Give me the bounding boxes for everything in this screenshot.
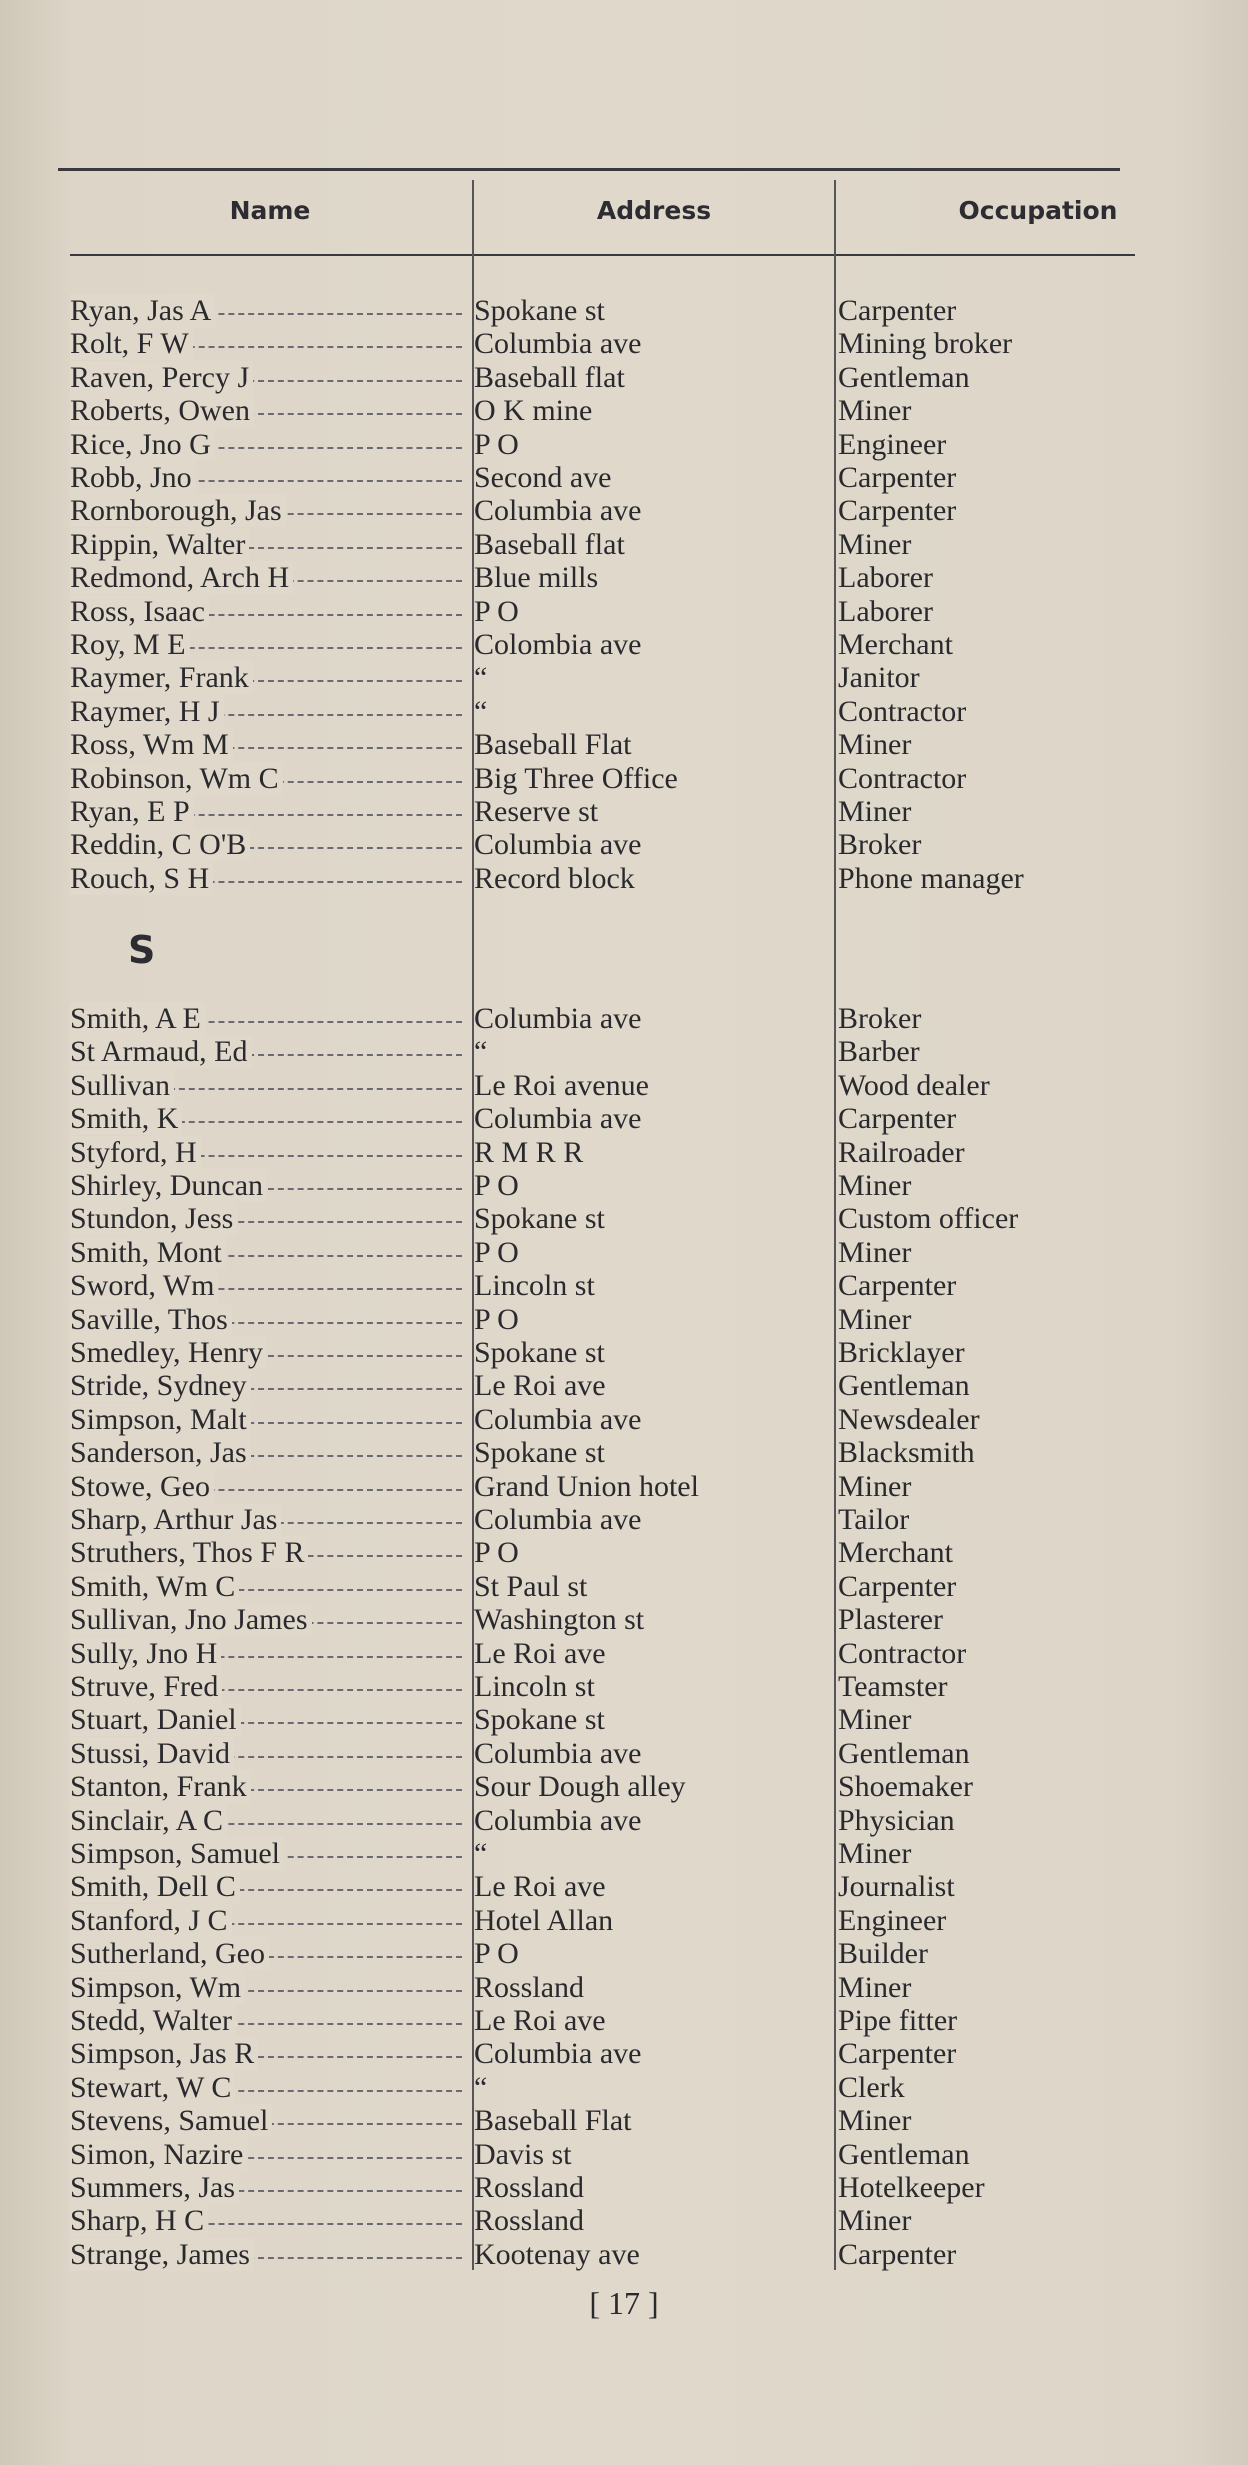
directory-row (0, 2037, 1248, 2070)
entry-occupation: Carpenter (838, 461, 957, 494)
directory-row (0, 762, 1248, 795)
entry-name-cell (70, 461, 470, 494)
entry-address: Columbia ave (474, 1402, 642, 1436)
entry-name: Struve, Fred (70, 1670, 222, 1703)
entry-name-cell (70, 1403, 470, 1436)
entry-occupation: Pipe fitter (838, 2004, 958, 2037)
entry-name-cell (70, 1837, 470, 1870)
entry-occupation: Miner (838, 728, 912, 762)
directory-row (0, 561, 1248, 594)
entry-occupation: Mining broker (838, 327, 1013, 361)
entry-occupation: Carpenter (838, 2037, 957, 2071)
entry-name: Shirley, Duncan (70, 1169, 267, 1202)
entry-name: Smith, Mont (70, 1236, 226, 1269)
entry-address: Grand Union hotel (474, 1469, 699, 1503)
entry-occupation: Miner (838, 1970, 912, 2004)
directory-row (0, 1169, 1248, 1202)
entry-name: Simon, Nazire (70, 2138, 247, 2171)
entry-occupation: Barber (838, 1035, 920, 1069)
entry-address: Davis st (474, 2137, 572, 2171)
directory-row (0, 795, 1248, 828)
directory-row (0, 1069, 1248, 1102)
entry-name: Ross, Isaac (70, 595, 209, 628)
directory-row (0, 1971, 1248, 2004)
directory-row (0, 1303, 1248, 1336)
entry-address: Le Roi ave (474, 1636, 606, 1670)
directory-row (0, 1136, 1248, 1169)
entry-occupation: Carpenter (838, 1569, 957, 1603)
entry-name-cell (70, 1703, 470, 1736)
entry-name-cell (70, 394, 470, 427)
entry-name: Rornborough, Jas (70, 494, 286, 527)
entry-name-cell (70, 1102, 470, 1135)
directory-row (0, 2004, 1248, 2037)
entry-address: Hotel Allan (474, 1903, 614, 1937)
entry-name-cell (70, 762, 470, 795)
entry-occupation: Miner (838, 1302, 912, 1336)
entry-name: Stedd, Walter (70, 2004, 236, 2037)
entry-name: Roberts, Owen (70, 394, 254, 427)
entry-name-cell (70, 1002, 470, 1035)
entry-name: Ryan, Jas A (70, 294, 215, 327)
entry-name: Stevens, Samuel (70, 2104, 272, 2137)
entry-name-cell (70, 1804, 470, 1837)
directory-row (0, 327, 1248, 360)
entry-name: Smedley, Henry (70, 1336, 267, 1369)
directory-row (0, 1269, 1248, 1302)
entry-address: “ (474, 661, 488, 695)
entry-address: Lincoln st (474, 1269, 595, 1303)
entry-address: Second ave (474, 461, 612, 494)
entry-address: P O (474, 1536, 519, 1570)
entry-name: Stowe, Geo (70, 1470, 214, 1503)
entry-address: Le Roi ave (474, 1369, 606, 1403)
entry-name: Smith, Wm C (70, 1570, 239, 1603)
entry-address: Rossland (474, 2171, 585, 2204)
directory-row (0, 695, 1248, 728)
directory-row (0, 1570, 1248, 1603)
entry-name: Simpson, Malt (70, 1403, 251, 1436)
directory-row (0, 2171, 1248, 2204)
entry-address: Columbia ave (474, 327, 642, 361)
entry-address: “ (474, 694, 488, 728)
entry-name: Styford, H (70, 1136, 201, 1169)
entry-name-cell (70, 1136, 470, 1169)
entry-occupation: Carpenter (838, 494, 957, 528)
entry-address: “ (474, 2070, 488, 2104)
entry-address: P O (474, 1169, 519, 1202)
entry-name-cell (70, 2171, 470, 2204)
entry-name-cell (70, 1904, 470, 1937)
entry-name-cell (70, 294, 470, 327)
entry-address: Spokane st (474, 1336, 605, 1369)
entry-occupation: Clerk (838, 2070, 905, 2104)
directory-row (0, 428, 1248, 461)
entry-name: Smith, Dell C (70, 1870, 240, 1903)
entry-occupation: Miner (838, 1469, 912, 1503)
directory-row (0, 862, 1248, 895)
entry-occupation: Carpenter (838, 2237, 957, 2271)
entry-name: Sharp, Arthur Jas (70, 1503, 281, 1536)
entry-name: Rouch, S H (70, 862, 213, 895)
entry-name: Ross, Wm M (70, 728, 233, 761)
entry-address: Spokane st (474, 294, 605, 327)
entry-address: “ (474, 1035, 488, 1069)
directory-row (0, 1503, 1248, 1536)
entry-address: Reserve st (474, 795, 599, 828)
entry-occupation: Teamster (838, 1670, 948, 1703)
entry-name-cell (70, 1770, 470, 1803)
entry-name: Sutherland, Geo (70, 1937, 269, 1970)
entry-address: Baseball flat (474, 527, 625, 561)
entry-name: Stundon, Jess (70, 1202, 237, 1235)
entry-name-cell (70, 2138, 470, 2171)
entry-address: Big Three Office (474, 761, 678, 795)
entry-name-cell (70, 1570, 470, 1603)
entry-address: Columbia ave (474, 1102, 642, 1136)
entry-occupation: Engineer (838, 1903, 947, 1937)
directory-row (0, 1770, 1248, 1803)
entry-occupation: Tailor (838, 1503, 910, 1536)
directory-row (0, 1336, 1248, 1369)
entry-name: Stanford, J C (70, 1904, 232, 1937)
entry-occupation: Builder (838, 1937, 928, 1971)
entry-name-cell (70, 2004, 470, 2037)
entry-address: Record block (474, 861, 635, 895)
entry-address: Spokane st (474, 1202, 605, 1236)
entry-occupation: Miner (838, 1837, 912, 1870)
entry-address: Columbia ave (474, 1002, 642, 1035)
entry-occupation: Carpenter (838, 294, 957, 327)
header-name: Name (229, 196, 311, 225)
entry-name-cell (70, 1035, 470, 1068)
entry-name-cell (70, 1536, 470, 1569)
entry-occupation: Custom officer (838, 1202, 1019, 1236)
entry-name: Rolt, F W (70, 327, 193, 360)
entry-name: Raymer, Frank (70, 661, 253, 694)
entry-occupation: Phone manager (838, 861, 1024, 895)
entry-name-cell (70, 695, 470, 728)
directory-row (0, 1436, 1248, 1469)
entry-occupation: Newsdealer (838, 1402, 980, 1436)
entry-occupation: Contractor (838, 1636, 967, 1670)
entry-name-cell (70, 361, 470, 394)
entry-name: Rippin, Walter (70, 528, 249, 561)
entry-occupation: Physician (838, 1803, 955, 1837)
entry-occupation: Merchant (838, 628, 953, 661)
entry-name: Robb, Jno (70, 461, 196, 494)
directory-row (0, 2071, 1248, 2104)
entry-occupation: Bricklayer (838, 1336, 965, 1369)
entry-address: P O (474, 594, 519, 628)
entry-address: P O (474, 1302, 519, 1336)
page-number: [ 17 ] (589, 2285, 659, 2321)
entry-occupation: Broker (838, 1002, 922, 1035)
entry-occupation: Blacksmith (838, 1436, 975, 1470)
directory-row (0, 494, 1248, 527)
entry-occupation: Contractor (838, 761, 967, 795)
entry-occupation: Miner (838, 1169, 912, 1202)
entry-occupation: Hotelkeeper (838, 2171, 985, 2204)
entry-name: Ryan, E P (70, 795, 194, 828)
entry-name: Raven, Percy J (70, 361, 253, 394)
entry-name: Reddin, C O'B (70, 828, 250, 861)
directory-row (0, 1002, 1248, 1035)
entry-occupation: Carpenter (838, 1269, 957, 1303)
entry-occupation: Miner (838, 2104, 912, 2138)
directory-row (0, 1703, 1248, 1736)
entry-name-cell (70, 494, 470, 527)
directory-row (0, 294, 1248, 327)
entry-name-cell (70, 1870, 470, 1903)
entry-address: Kootenay ave (474, 2237, 640, 2271)
entry-name: Sullivan (70, 1069, 174, 1102)
entry-name: Sullivan, Jno James (70, 1603, 312, 1636)
entry-address: O K mine (474, 394, 593, 428)
entry-name-cell (70, 1069, 470, 1102)
entry-address: Spokane st (474, 1703, 605, 1737)
entry-name-cell (70, 1503, 470, 1536)
directory-row (0, 1670, 1248, 1703)
entry-name-cell (70, 1369, 470, 1402)
entry-address: Columbia ave (474, 1503, 642, 1536)
entry-address: Le Roi avenue (474, 1068, 649, 1102)
entry-name-cell (70, 2071, 470, 2104)
entry-name-cell (70, 1971, 470, 2004)
directory-row (0, 1904, 1248, 1937)
directory-row (0, 1536, 1248, 1569)
directory-row (0, 2238, 1248, 2271)
entry-name-cell (70, 828, 470, 861)
directory-row (0, 1403, 1248, 1436)
entry-name: Sully, Jno H (70, 1637, 221, 1670)
entry-name-cell (70, 2204, 470, 2237)
entry-name-cell (70, 561, 470, 594)
entry-address: Rossland (474, 2204, 585, 2238)
entry-occupation: Gentleman (838, 1736, 970, 1770)
directory-row (0, 661, 1248, 694)
entry-address: Columbia ave (474, 494, 642, 528)
entry-occupation: Gentleman (838, 2137, 970, 2171)
directory-row (0, 1035, 1248, 1068)
directory-row (0, 394, 1248, 427)
entry-name: Sanderson, Jas (70, 1436, 251, 1469)
entry-address: P O (474, 1235, 519, 1269)
directory-row (0, 1870, 1248, 1903)
directory-row (0, 2204, 1248, 2237)
entry-name-cell (70, 1436, 470, 1469)
entry-name: Stuart, Daniel (70, 1703, 241, 1736)
entry-occupation: Gentleman (838, 360, 970, 394)
entry-address: Baseball Flat (474, 728, 632, 762)
entry-name-cell (70, 795, 470, 828)
entry-name-cell (70, 528, 470, 561)
directory-row (0, 828, 1248, 861)
entry-name: Roy, M E (70, 628, 190, 661)
directory-row (0, 2138, 1248, 2171)
entry-name: Sharp, H C (70, 2204, 208, 2237)
directory-row (0, 2104, 1248, 2137)
entry-name-cell (70, 1937, 470, 1970)
entry-name-cell (70, 595, 470, 628)
entry-name: Rice, Jno G (70, 428, 215, 461)
entry-address: R M R R (474, 1135, 584, 1169)
entry-address: Columbia ave (474, 2037, 642, 2071)
entry-name-cell (70, 1470, 470, 1503)
entry-occupation: Broker (838, 828, 922, 862)
entry-name-cell (70, 1336, 470, 1369)
directory-row (0, 1937, 1248, 1970)
entry-address: “ (474, 1837, 488, 1870)
entry-occupation: Laborer (838, 561, 933, 595)
directory-row (0, 1470, 1248, 1503)
section-letter-s: S (128, 928, 156, 972)
entry-name-cell (70, 1303, 470, 1336)
entry-name: Saville, Thos (70, 1303, 232, 1336)
entry-occupation: Plasterer (838, 1603, 943, 1637)
header-address: Address (596, 196, 712, 225)
entry-name: Redmond, Arch H (70, 561, 293, 594)
entry-occupation: Gentleman (838, 1369, 970, 1403)
entry-name-cell (70, 1236, 470, 1269)
entry-name: Strange, James (70, 2238, 254, 2271)
entry-name: Simpson, Jas R (70, 2037, 258, 2070)
entry-name-cell (70, 327, 470, 360)
directory-row (0, 595, 1248, 628)
entry-name: Simpson, Wm (70, 1971, 245, 2004)
entry-address: Washington st (474, 1603, 645, 1637)
entry-name-cell (70, 1637, 470, 1670)
entry-name-cell (70, 728, 470, 761)
entry-occupation: Miner (838, 2204, 912, 2238)
header-rule (70, 254, 1135, 256)
entry-occupation: Carpenter (838, 1102, 957, 1136)
entry-name: Sinclair, A C (70, 1804, 227, 1837)
top-rule (58, 168, 1120, 171)
entry-address: Le Roi ave (474, 2004, 606, 2037)
entry-name-cell (70, 2037, 470, 2070)
directory-row (0, 1369, 1248, 1402)
directory-row (0, 1102, 1248, 1135)
entry-address: Rossland (474, 1970, 585, 2004)
entry-name: Summers, Jas (70, 2171, 239, 2204)
entry-occupation: Miner (838, 527, 912, 561)
entry-name: Stanton, Frank (70, 1770, 251, 1803)
entry-address: St Paul st (474, 1569, 588, 1603)
directory-row (0, 728, 1248, 761)
entry-name: Stussi, David (70, 1737, 234, 1770)
entry-address: Le Roi ave (474, 1870, 606, 1904)
entry-address: Sour Dough alley (474, 1770, 686, 1804)
entry-occupation: Wood dealer (838, 1068, 990, 1102)
entry-address: Columbia ave (474, 1803, 642, 1837)
entry-address: Spokane st (474, 1436, 605, 1470)
directory-row (0, 461, 1248, 494)
directory-row (0, 1202, 1248, 1235)
entry-address: Lincoln st (474, 1670, 595, 1703)
directory-row (0, 361, 1248, 394)
entry-name: Struthers, Thos F R (70, 1536, 308, 1569)
directory-row (0, 628, 1248, 661)
entry-name-cell (70, 1670, 470, 1703)
entry-name-cell (70, 428, 470, 461)
directory-row (0, 528, 1248, 561)
entry-occupation: Miner (838, 1235, 912, 1269)
entry-occupation: Engineer (838, 427, 947, 461)
entry-address: P O (474, 1937, 519, 1971)
entry-name-cell (70, 628, 470, 661)
entry-name: Smith, K (70, 1102, 182, 1135)
entry-name-cell (70, 862, 470, 895)
entry-name-cell (70, 1169, 470, 1202)
directory-row (0, 1837, 1248, 1870)
entry-name: Robinson, Wm C (70, 762, 283, 795)
directory-row (0, 1236, 1248, 1269)
entry-address: Blue mills (474, 561, 599, 595)
entry-occupation: Contractor (838, 694, 967, 728)
entry-occupation: Shoemaker (838, 1770, 973, 1804)
entry-name: Smith, A E (70, 1002, 205, 1035)
directory-row (0, 1804, 1248, 1837)
entry-address: Columbia ave (474, 1736, 642, 1770)
entry-name: Stewart, W C (70, 2071, 235, 2104)
entry-occupation: Railroader (838, 1135, 965, 1169)
entry-name-cell (70, 1202, 470, 1235)
entry-name: Simpson, Samuel (70, 1837, 284, 1870)
entry-name-cell (70, 1603, 470, 1636)
entry-name-cell (70, 1737, 470, 1770)
entry-address: P O (474, 427, 519, 461)
entry-occupation: Miner (838, 795, 912, 828)
entry-address: Colombia ave (474, 628, 642, 661)
entry-name-cell (70, 1269, 470, 1302)
entry-address: Columbia ave (474, 828, 642, 862)
directory-row (0, 1637, 1248, 1670)
entry-name: St Armaud, Ed (70, 1035, 252, 1068)
entry-occupation: Miner (838, 1703, 912, 1737)
entry-address: Baseball flat (474, 360, 625, 394)
entry-occupation: Miner (838, 394, 912, 428)
entry-name-cell (70, 661, 470, 694)
entry-name-cell (70, 2104, 470, 2137)
entry-address: Baseball Flat (474, 2104, 632, 2138)
entry-name: Stride, Sydney (70, 1369, 251, 1402)
directory-row (0, 1737, 1248, 1770)
entry-occupation: Merchant (838, 1536, 953, 1570)
entry-name: Raymer, H J (70, 695, 224, 728)
header-occupation: Occupation (958, 196, 1118, 225)
directory-row (0, 1603, 1248, 1636)
entry-occupation: Laborer (838, 594, 933, 628)
entry-occupation: Journalist (838, 1870, 955, 1904)
entry-occupation: Janitor (838, 661, 920, 695)
entry-name: Sword, Wm (70, 1269, 218, 1302)
entry-name-cell (70, 2238, 470, 2271)
